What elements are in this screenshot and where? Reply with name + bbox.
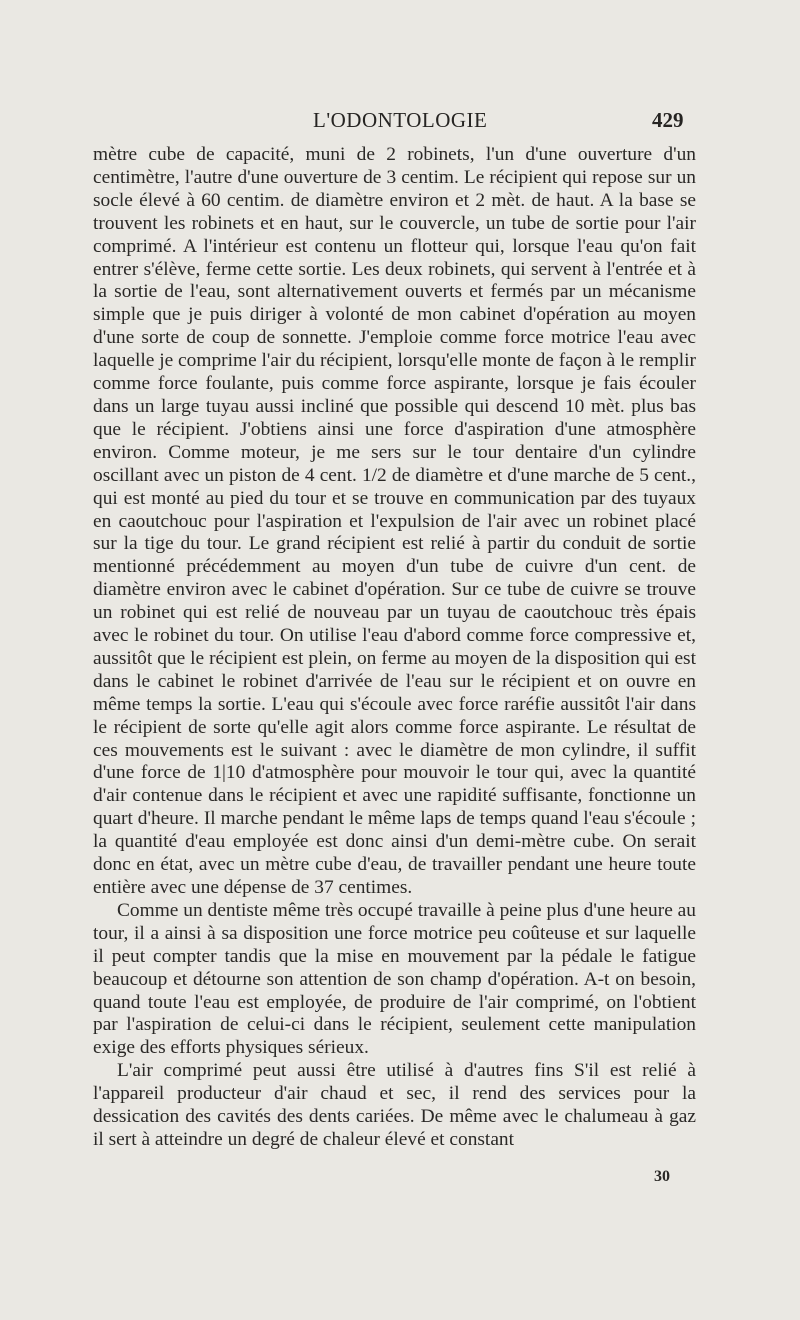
running-head bbox=[0, 108, 800, 138]
paragraph: Comme un dentiste même très occupé travaille à peine plus d'une heure au tour, il a ainsi à sa disposition une force motrice peu coûteuse et sur laquelle il peut compter tandis que la mise en mouvement par la pédale le fatigue beaucoup et détourne son attention de son champ d'opération. A-t on besoin, quand toute l'eau est employée, de produire de l'air comprimé, on l'obtient par l'aspiration de celui-ci dans le récipient, seulement cette manipulation exige des efforts physiques sérieux. bbox=[93, 899, 696, 1059]
running-title: L'ODONTOLOGIE bbox=[313, 108, 488, 132]
paragraph: L'air comprimé peut aussi être utilisé à d'autres fins S'il est relié à l'appareil producteur d'air chaud et sec, il rend des services pour la dessication des cavités des dents cariées. De même avec le chalumeau à gaz il sert à atteindre un degré de chaleur élevé et constant bbox=[93, 1060, 696, 1150]
page-number: 429 bbox=[652, 108, 684, 132]
paragraph-continued: mètre cube de capacité, muni de 2 robinets, l'un d'une ouverture d'un centimètre, l'autre d'une ouverture de 3 centim. Le récipient qui repose sur un socle élevé à 60 centim. de diamètre environ et 2 mèt. de haut. A la base se trouvent les robinets et en haut, sur le couvercle, un tube de sortie pour l'air comprimé. A l'intérieur est contenu un flotteur qui, lorsque l'eau qu'on fait entrer s'élève, ferme cette sortie. Les deux robinets, qui servent à l'entrée et à la sortie de l'eau, sont alternativement ouverts et fermés par un mécanisme simple que je puis diriger à volonté de mon cabinet d'opération au moyen d'une sorte de coup de sonnette. J'emploie comme force motrice l'eau avec laquelle je comprime l'air du récipient, lorsqu'elle monte de façon à le remplir comme force foulante, puis comme force aspirante, lorsque je fais écouler dans un large tuyau aussi incliné que possible qui descend 10 mèt. plus bas que le récipient. J'obtiens ainsi une force d'aspiration d'une atmosphère environ. Comme moteur, je me sers sur le tour dentaire d'un cylindre oscillant avec un piston de 4 cent. 1/2 de diamètre et d'une marche de 5 cent., qui est monté au pied du tour et se trouve en communication par des tuyaux en caoutchouc pour l'aspiration et l'expulsion de l'air avec un robinet placé sur la tige du tour. Le grand récipient est relié à partir du conduit de sortie mentionné précédemment au moyen d'un tube de cuivre d'un cent. de diamètre environ avec le cabinet d'opération. Sur ce tube de cuivre se trouve un robinet qui est relié de nouveau par un tuyau de caoutchouc très épais avec le robinet du tour. On utilise l'eau d'abord comme force compressive et, aussitôt que le récipient est plein, on ferme au moyen de la disposition qui est dans le cabinet le robinet d'arrivée de l'eau sur le récipient et on ouvre en même temps la sortie. L'eau qui s'écoule avec force raréfie aussitôt l'air dans le récipient de sorte qu'elle agit alors comme force aspirante. Le résultat de ces mouvements est le suivant : avec le diamètre de mon cylindre, il suffit d'une force de 1|10 d'atmosphère pour mouvoir le tour qui, avec la quantité d'air contenue dans le récipient et avec une rapidité suffisante, fonctionne un quart d'heure. Il marche pendant le même laps de temps quand l'eau s'écoule ; la quantité d'eau employée est donc ainsi d'un demi-mètre cube. On serait donc en état, avec un mètre cube d'eau, de travailler pendant une heure toute entière avec une dépense de 37 centimes. bbox=[93, 144, 697, 898]
signature-mark: 30 bbox=[654, 1168, 670, 1185]
body-text bbox=[93, 144, 696, 1152]
